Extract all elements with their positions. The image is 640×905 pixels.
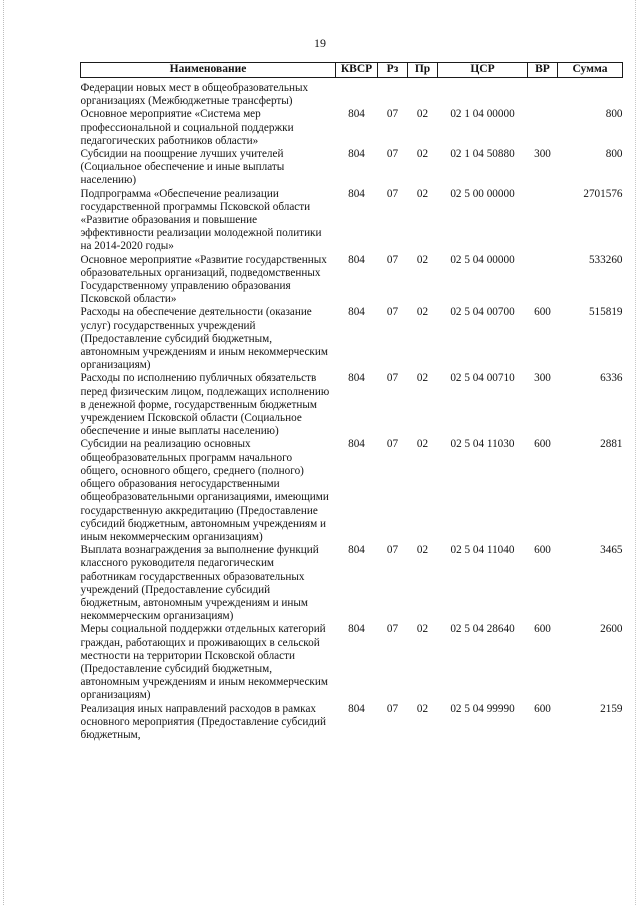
row-sum: 6336 [600,372,623,385]
scan-edge-left [3,0,4,905]
table-row [81,188,623,254]
row-sum: 800 [605,148,623,161]
row-pr: 02 [416,372,429,385]
row-csr: 02 5 04 00710 [450,372,515,385]
row-rz: 07 [386,108,399,121]
row-name: Подпрограмма «Обеспечение реализации государственной программы Псковской области «Развитие образования и повышение эффективности реализации молодежной политики на 2014-2020 годы» [80,187,322,253]
row-sum: 800 [605,108,623,121]
row-pr: 02 [416,702,429,715]
table-row [81,108,623,148]
row-pr: 02 [416,544,429,557]
row-csr: 02 5 04 00000 [450,253,515,266]
row-rz: 07 [386,187,399,200]
row-name: Выплата вознаграждения за выполнение функций классного руководителя педагогическим работникам государственных образовательных учреждений (Предоставление субсидий бюджетным, автономным учреждениям и иным некоммерческим организациям) [80,544,319,623]
page-number: 19 [314,36,326,50]
row-pr: 02 [416,438,429,451]
table-row [81,148,623,188]
row-pr: 02 [416,623,429,636]
row-sum: 533260 [588,253,623,266]
row-kvsr: 804 [348,623,365,636]
row-rz: 07 [386,253,399,266]
table-row [81,82,623,108]
table-row [81,438,623,544]
row-rz: 07 [386,148,399,161]
row-kvsr: 804 [348,438,365,451]
header-sum: Сумма [558,63,623,78]
row-vr [528,108,558,148]
row-vr [528,254,558,307]
row-name: Основное мероприятие «Система мер профессиональной и социальной поддержки педагогических работников области» [80,108,294,147]
row-rz: 07 [386,544,399,557]
row-sum: 2881 [600,438,623,451]
row-name: Реализация иных направлений расходов в рамках основного мероприятия (Предоставление субсидий бюджетным, [80,702,326,741]
row-vr: 600 [534,306,551,319]
header-name: Наименование [81,63,336,78]
row-rz: 07 [386,623,399,636]
row-pr [408,82,438,108]
row-csr: 02 1 04 50880 [450,148,515,161]
row-csr: 02 5 04 00700 [450,306,515,319]
row-csr: 02 5 04 11030 [450,438,515,451]
row-pr: 02 [416,306,429,319]
row-vr: 600 [534,438,551,451]
row-csr [438,82,528,108]
row-kvsr: 804 [348,253,365,266]
row-vr [528,82,558,108]
table-row [81,544,623,623]
table-row [81,254,623,307]
table-row [81,623,623,702]
row-rz: 07 [386,702,399,715]
header-csr: ЦСР [438,63,528,78]
table-row [81,703,623,743]
row-vr: 300 [534,372,551,385]
scan-edge-right [635,0,636,905]
row-vr: 600 [534,544,551,557]
table-row [81,372,623,438]
row-name: Основное мероприятие «Развитие государственных образовательных организаций, подведомственных Государственному управлению образования Псковской области» [80,253,327,306]
header-kvsr: КВСР [336,63,378,78]
row-kvsr: 804 [348,148,365,161]
row-sum: 2701576 [583,187,623,200]
row-rz: 07 [386,438,399,451]
row-kvsr [336,82,378,108]
header-rz: Рз [378,63,408,78]
row-sum: 2159 [600,702,623,715]
header-pr: Пр [408,63,438,78]
row-vr: 600 [534,623,551,636]
row-pr: 02 [416,187,429,200]
row-rz: 07 [386,372,399,385]
row-name: Меры социальной поддержки отдельных категорий граждан, работающих и проживающих в сельской местности на территории Псковской области (Предоставление субсидий бюджетным, автономным учреждениям и иным некоммерческим организациям) [80,623,328,702]
row-kvsr: 804 [348,187,365,200]
row-name: Субсидии на поощрение лучших учителей (Социальное обеспечение и иные выплаты населению) [80,148,285,187]
row-csr: 02 1 04 00000 [450,108,515,121]
row-rz: 07 [386,306,399,319]
row-csr: 02 5 00 00000 [450,187,515,200]
row-sum: 3465 [600,544,623,557]
row-name: Расходы на обеспечение деятельности (оказание услуг) государственных учреждений (Предоставление субсидий бюджетным, автономным учреждениям и иным некоммерческим организациям) [80,306,328,372]
row-csr: 02 5 04 99990 [450,702,515,715]
row-vr [528,188,558,254]
row-sum: 515819 [588,306,623,319]
header-vr: ВР [528,63,558,78]
row-rz [378,82,408,108]
row-name: Расходы по исполнению публичных обязательств перед физическим лицом, подлежащих исполнению в денежной форме, государственным бюджетным учреждением Псковской области (Социальное обеспечение и иные выплаты населению) [80,372,330,438]
row-vr: 600 [534,702,551,715]
row-pr: 02 [416,253,429,266]
table-row [81,306,623,372]
row-kvsr: 804 [348,702,365,715]
row-sum: 2600 [600,623,623,636]
row-pr: 02 [416,148,429,161]
row-name: Федерации новых мест в общеобразовательных организациях (Межбюджетные трансферты) [80,82,309,108]
row-kvsr: 804 [348,544,365,557]
row-name: Субсидии на реализацию основных общеобразовательных программ начального общего, основного общего, среднего (полного) общего образования негосударственными общеобразовательными организациями, имеющими государственную аккредитацию (Предоставление субсидий бюджетным, автономным учреждениям и иным некоммерческим организациям) [80,438,329,543]
row-csr: 02 5 04 28640 [450,623,515,636]
row-kvsr: 804 [348,108,365,121]
row-pr: 02 [416,108,429,121]
budget-table [80,62,623,742]
row-kvsr: 804 [348,372,365,385]
row-vr: 300 [534,148,551,161]
table-header-row [81,63,623,78]
row-csr: 02 5 04 11040 [450,544,515,557]
row-kvsr: 804 [348,306,365,319]
row-sum [558,82,623,108]
